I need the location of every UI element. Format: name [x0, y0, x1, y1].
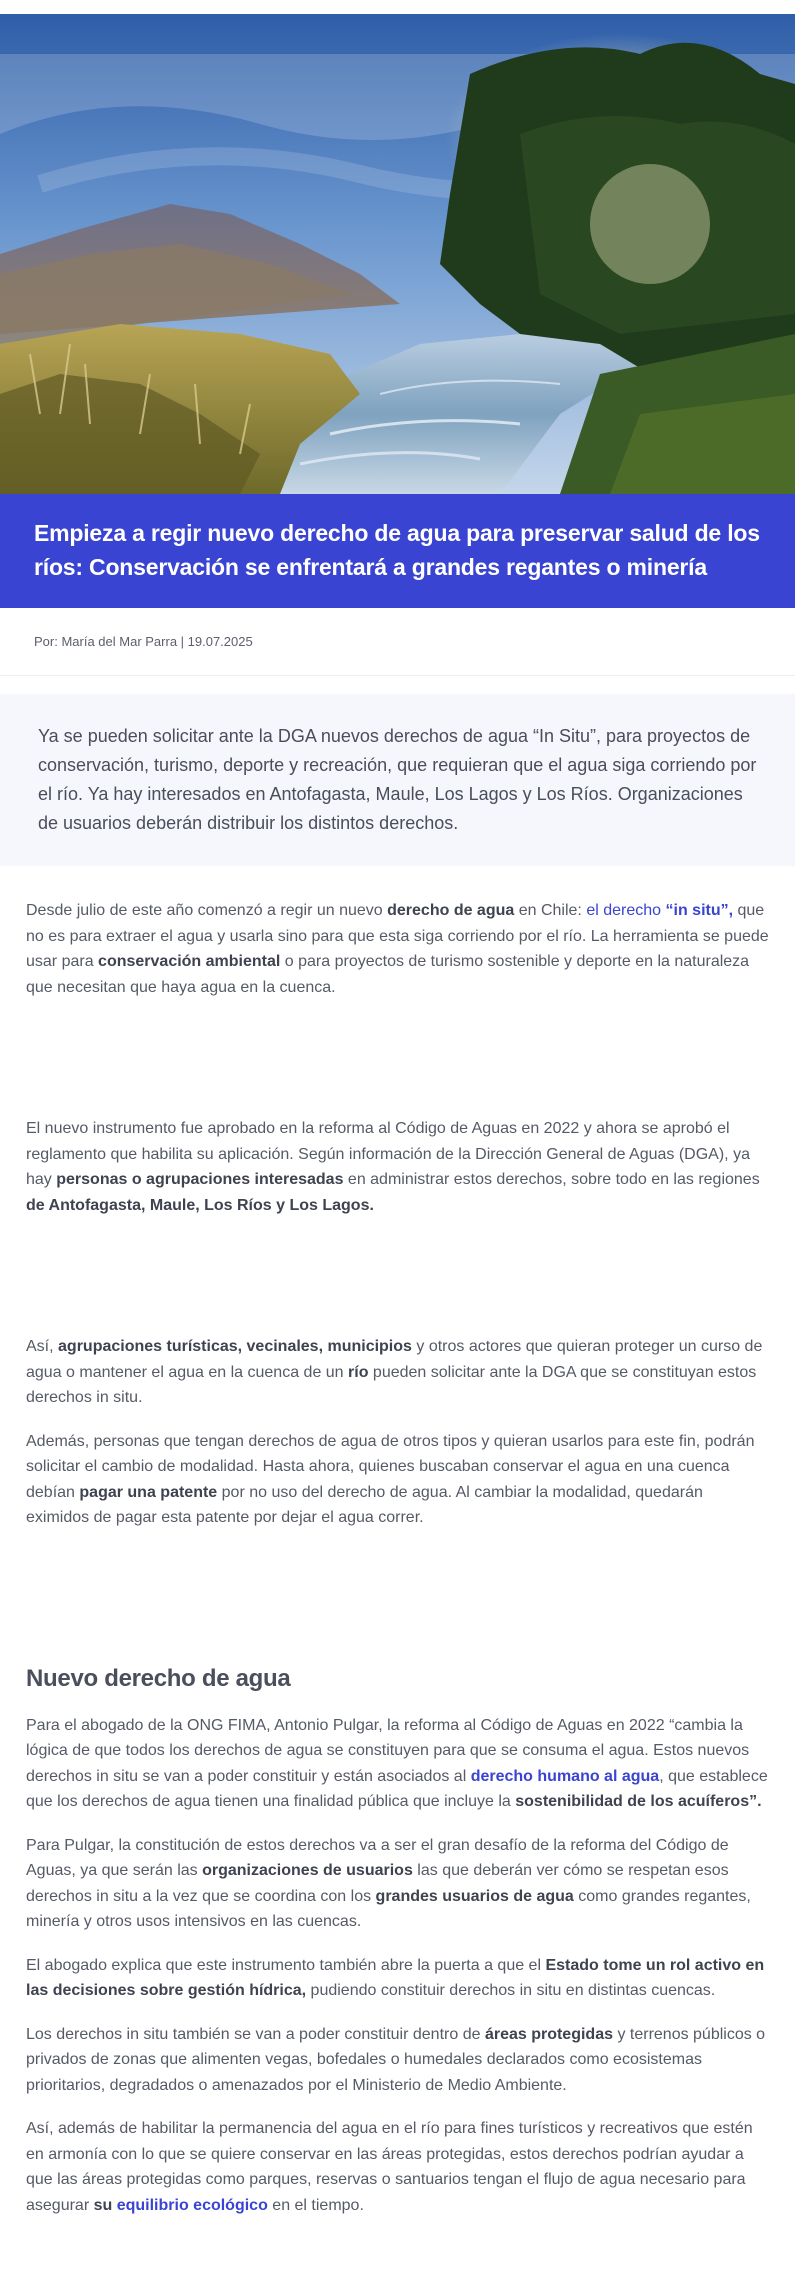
article-lead	[0, 694, 795, 866]
hero-image	[0, 14, 795, 494]
text: las que deberán ver cómo se respetan esos derechos in situ a la vez que se coordina con los	[26, 1862, 729, 1905]
text: Así, además de habilitar la permanencia del agua en el río para fines turísticos y recreativos que estén en armonía con lo que se quiere conservar en las áreas protegidas, estos derechos podrían ayudar a que las áreas protegidas como parques, reservas o santuarios tengan el flujo de agua necesario para asegurar	[26, 2120, 753, 2214]
lead-text: Ya se pueden solicitar ante la DGA nuevos derechos de agua “In Situ”, para proyectos de conservación, turismo, deporte y recreación, que requieran que el agua siga corriendo por el río. Ya hay interesados en Antofagasta, Maule, Los Lagos y Los Ríos. Organizaciones de usuarios deberán distribuir los distintos derechos.	[38, 726, 757, 833]
text: , que establece que los derechos de agua tienen una finalidad pública que incluye la	[26, 1767, 768, 1810]
derecho-humano-link[interactable]	[471, 1768, 659, 1785]
bold-text: de Antofagasta, Maule, Los Ríos y Los Lagos.	[26, 1196, 374, 1214]
text: Así,	[26, 1338, 59, 1355]
text: El nuevo instrumento fue aprobado en la reforma al Código de Aguas en 2022 y ahora se aprobó el reglamento que habilita su aplicación. Según información de la Dirección General de Aguas (DGA), ya hay	[26, 1120, 750, 1188]
text: en el tiempo.	[267, 2196, 364, 2214]
article-title-band	[0, 494, 795, 608]
bold-text: conservación ambiental	[98, 953, 281, 970]
link-text: el derecho	[586, 902, 666, 919]
text: Para el abogado de la ONG FIMA, Antonio Pulgar, la reforma al Código de Aguas en 2022 “cambia la lógica de que todos los derechos de agua se constituyen para que se consuma el agua. Estos nuevos derechos in situ se van a poder constituir y están asociados al	[26, 1716, 750, 1785]
text: pudiendo constituir derechos in situ en distintas cuencas.	[306, 1982, 716, 1999]
paragraph	[26, 1953, 769, 2004]
paragraph	[26, 1429, 769, 1531]
top-strip	[0, 0, 795, 14]
paragraph	[26, 1833, 769, 1935]
text: como grandes regantes, minería y otros usos intensivos en las cuencas.	[26, 1887, 751, 1930]
link-bold-text: equilibrio ecológico	[116, 2196, 268, 2214]
bold-text: Estado tome un rol activo en las decisiones sobre gestión hídrica,	[26, 1956, 765, 1999]
article-title: Empieza a regir nuevo derecho de agua para preservar salud de los ríos: Conservación se enfrentará a grandes regantes o minería	[34, 520, 760, 580]
text: o para proyectos de turismo sostenible y deporte en la naturaleza que necesitan que haya agua en la cuenca.	[26, 953, 750, 996]
text: El abogado explica que este instrumento también abre la puerta a que el	[26, 1956, 546, 1974]
text: pueden solicitar ante la DGA que se constituyan estos derechos in situ.	[26, 1363, 757, 1406]
spacer	[26, 1549, 769, 1653]
article-byline: Por: María del Mar Parra | 19.07.2025	[0, 608, 795, 676]
bold-text: agrupaciones turísticas, vecinales, municipios	[58, 1338, 412, 1355]
article-body	[0, 866, 795, 2276]
bold-text: su	[93, 2196, 113, 2214]
spacer	[26, 1018, 769, 1116]
paragraph	[26, 2022, 769, 2099]
text: y otros actores que quieran proteger un curso de agua o mantener el agua en la cuenca de un	[26, 1338, 763, 1381]
paragraph	[26, 1334, 769, 1411]
paragraph	[26, 1116, 769, 1218]
bold-text: pagar una patente	[79, 1483, 218, 1501]
text: Los derechos in situ también se van a poder constituir dentro de	[26, 2025, 485, 2043]
spacer	[26, 1236, 769, 1334]
text: en administrar estos derechos, sobre todo en las regiones	[343, 1171, 760, 1188]
text: y terrenos públicos o privados de zonas que alimenten vegas, bofedales o humedales declarados como ecosistemas prioritarios, degradados o amenazados por el Ministerio de Medio Ambiente.	[26, 2025, 766, 2094]
bold-text: río	[348, 1363, 369, 1381]
derecho-in-situ-link[interactable]	[586, 902, 733, 919]
link-bold-text: “in situ”,	[665, 902, 734, 919]
paragraph	[26, 898, 769, 1000]
link-bold-text: derecho humano al agua	[470, 1767, 660, 1785]
text: que no es para extraer el agua y usarla sino para que esta siga corriendo por el río. La herramienta se puede usar para	[26, 902, 769, 970]
bold-text: sostenibilidad de los acuíferos”.	[515, 1793, 762, 1810]
equilibrio-ecologico-link[interactable]	[117, 2197, 268, 2214]
bold-text: personas o agrupaciones interesadas	[56, 1171, 344, 1188]
text: en Chile:	[514, 902, 587, 919]
bold-text: grandes usuarios de agua	[375, 1887, 574, 1905]
paragraph	[26, 1713, 769, 1815]
bold-text: organizaciones de usuarios	[202, 1862, 413, 1879]
text: Además, personas que tengan derechos de agua de otros tipos y quieran usarlos para este fin, podrán solicitar el cambio de modalidad. Hasta ahora, quienes buscaban conservar el agua en una cuenca debían	[26, 1432, 755, 1501]
bold-text: derecho de agua	[387, 902, 515, 919]
section-heading: Nuevo derecho de agua	[26, 1664, 291, 1692]
bold-text: áreas protegidas	[484, 2025, 613, 2043]
river-landscape-image	[0, 14, 795, 494]
text: por no uso del derecho de agua. Al cambiar la modalidad, quedarán eximidos de pagar esta patente por dejar el agua correr.	[26, 1483, 703, 1526]
text: Para Pulgar, la constitución de estos derechos va a ser el gran desafío de la reforma del Código de Aguas, ya que serán las	[26, 1836, 729, 1879]
text: Desde julio de este año comenzó a regir un nuevo	[26, 902, 388, 919]
paragraph	[26, 2116, 769, 2218]
